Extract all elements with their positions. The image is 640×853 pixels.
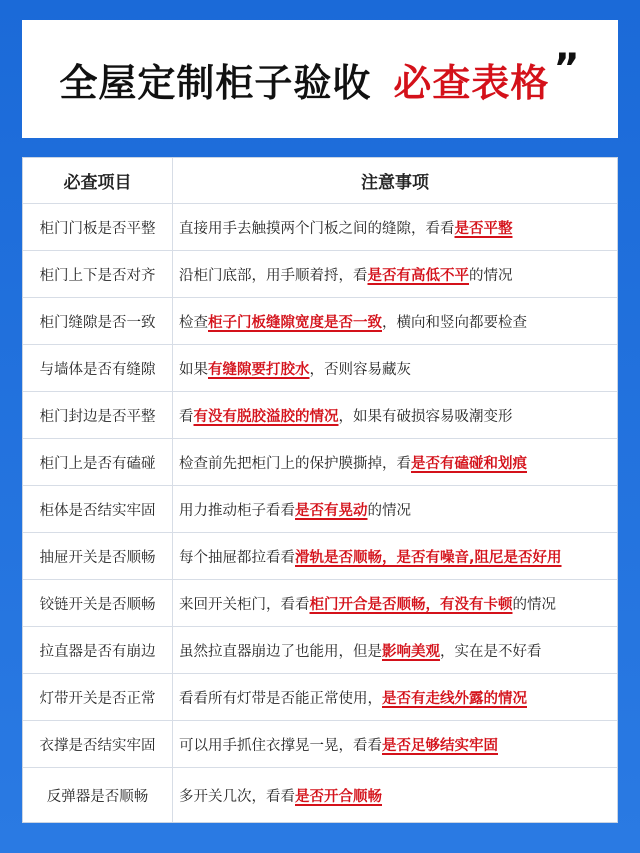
table-row (23, 533, 617, 580)
check-item: 与墙体是否有缝隙 (23, 345, 173, 391)
note-highlight: 滑轨是否顺畅，是否有噪音,阻尼是否好用 (295, 549, 562, 566)
check-note (173, 674, 617, 720)
note-text-after: ，实在是不好看 (440, 643, 542, 660)
check-note (173, 439, 617, 485)
note-text: 如果 (179, 361, 208, 378)
note-text-after: ，如果有破损容易吸潮变形 (338, 408, 513, 425)
check-item: 衣撑是否结实牢固 (23, 721, 173, 767)
check-item: 柜门上是否有磕碰 (23, 439, 173, 485)
table-row (23, 674, 617, 721)
check-note (173, 627, 617, 673)
table-row (23, 204, 617, 251)
check-item: 拉直器是否有崩边 (23, 627, 173, 673)
table-row (23, 298, 617, 345)
note-highlight: 有缝隙要打胶水 (208, 361, 310, 378)
check-note (173, 392, 617, 438)
title-card (22, 20, 618, 138)
note-text: 检查前先把柜门上的保护膜撕掉，看 (179, 455, 411, 472)
table-header-row (23, 158, 617, 204)
check-item: 柜门上下是否对齐 (23, 251, 173, 297)
checklist-table (22, 157, 618, 823)
check-note (173, 345, 617, 391)
table-row (23, 345, 617, 392)
table-row (23, 721, 617, 768)
title-accent: 必查表格 (393, 60, 550, 105)
check-note (173, 298, 617, 344)
note-text: 可以用手抓住衣撑晃一晃，看看 (179, 737, 382, 754)
check-note (173, 533, 617, 579)
note-text-after: ，否则容易藏灰 (309, 361, 411, 378)
table-row (23, 439, 617, 486)
check-note (173, 251, 617, 297)
note-text: 直接用手去触摸两个门板之间的缝隙，看看 (179, 220, 455, 237)
note-text: 来回开关柜门，看看 (179, 596, 310, 613)
note-text: 用力推动柜子看看 (179, 502, 295, 519)
table-row (23, 580, 617, 627)
note-highlight: 是否足够结实牢固 (382, 737, 498, 754)
check-item: 反弹器是否顺畅 (23, 768, 173, 822)
note-highlight: 柜门开合是否顺畅，有没有卡顿 (309, 596, 513, 613)
title-main: 全屋定制柜子验收 (59, 60, 372, 105)
table-row (23, 392, 617, 439)
note-text: 虽然拉直器崩边了也能用，但是 (179, 643, 382, 660)
note-text: 看看所有灯带是否能正常使用， (179, 690, 382, 707)
check-note (173, 768, 617, 822)
check-item: 柜门缝隙是否一致 (23, 298, 173, 344)
note-highlight: 有没有脱胶溢胶的情况 (193, 408, 339, 425)
check-item: 灯带开关是否正常 (23, 674, 173, 720)
note-highlight: 是否有走线外露的情况 (382, 690, 527, 707)
table-row (23, 627, 617, 674)
check-item: 柜体是否结实牢固 (23, 486, 173, 532)
check-item: 铰链开关是否顺畅 (23, 580, 173, 626)
note-text: 每个抽屉都拉看看 (179, 549, 295, 566)
note-highlight: 是否平整 (454, 220, 513, 237)
note-highlight: 影响美观 (382, 643, 440, 660)
check-note (173, 580, 617, 626)
check-note (173, 721, 617, 767)
note-highlight: 柜子门板缝隙宽度是否一致 (208, 314, 382, 331)
note-highlight: 是否有高低不平 (367, 267, 469, 284)
check-item: 抽屉开关是否顺畅 (23, 533, 173, 579)
note-highlight: 是否有磕碰和划痕 (411, 455, 527, 472)
check-item: 柜门封边是否平整 (23, 392, 173, 438)
note-text-after: ，横向和竖向都要检查 (382, 314, 527, 331)
note-text: 沿柜门底部，用手顺着捋，看 (179, 267, 368, 284)
note-text: 看 (179, 408, 194, 425)
title-quote: ” (553, 46, 581, 92)
note-highlight: 是否有晃动 (295, 502, 368, 519)
check-item: 柜门门板是否平整 (23, 204, 173, 250)
note-highlight: 是否开合顺畅 (295, 788, 382, 805)
table-row (23, 486, 617, 533)
check-note (173, 486, 617, 532)
table-row (23, 251, 617, 298)
header-item: 必查项目 (23, 158, 173, 203)
note-text: 多开关几次，看看 (179, 788, 295, 805)
note-text-after: 的情况 (512, 596, 556, 613)
header-notes: 注意事项 (361, 173, 429, 193)
note-text: 检查 (179, 314, 208, 331)
table-row (23, 768, 617, 822)
note-text-after: 的情况 (367, 502, 411, 519)
note-text-after: 的情况 (469, 267, 513, 284)
check-note (173, 204, 617, 250)
